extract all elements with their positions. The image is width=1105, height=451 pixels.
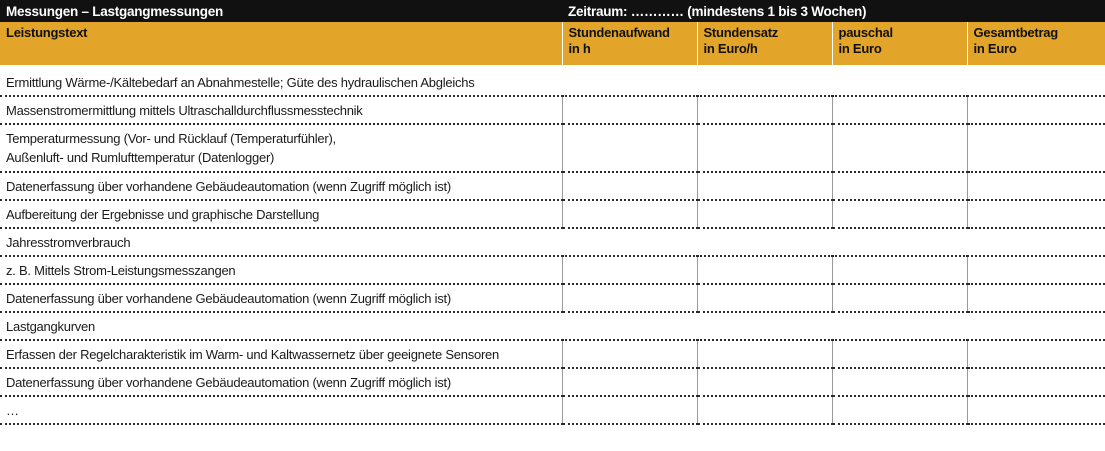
row-text: z. B. Mittels Strom-Leistungsmesszangen — [0, 256, 562, 284]
satz-cell[interactable] — [697, 396, 832, 424]
table-row — [0, 228, 1105, 256]
pauschal-cell[interactable] — [832, 368, 967, 396]
pauschal-cell[interactable] — [832, 256, 967, 284]
table-row — [0, 96, 1105, 124]
satz-cell[interactable] — [697, 340, 832, 368]
gesamt-cell[interactable] — [967, 368, 1105, 396]
row-text-line1: Temperaturmessung (Vor- und Rücklauf (Temperaturfühler), — [6, 131, 336, 146]
pauschal-cell[interactable] — [832, 396, 967, 424]
row-text: Datenerfassung über vorhandene Gebäudeautomation (wenn Zugriff möglich ist) — [0, 172, 562, 200]
stunden-cell[interactable] — [562, 124, 697, 172]
satz-cell[interactable] — [697, 96, 832, 124]
row-text: … — [0, 396, 562, 424]
row-text: Datenerfassung über vorhandene Gebäudeautomation (wenn Zugriff möglich ist) — [0, 284, 562, 312]
column-header-stundensatz — [697, 22, 832, 65]
header-pauschal-line2: in Euro — [838, 41, 882, 56]
stunden-cell[interactable] — [562, 340, 697, 368]
satz-cell[interactable] — [697, 172, 832, 200]
stunden-cell[interactable] — [562, 256, 697, 284]
stunden-cell[interactable] — [562, 284, 697, 312]
column-header-row — [0, 22, 1105, 65]
table-row — [0, 200, 1105, 228]
header-stunden-line1: Stundenaufwand — [568, 25, 670, 40]
row-text: Massenstromermittlung mittels Ultraschalldurchflussmesstechnik — [0, 96, 562, 124]
pauschal-cell[interactable] — [832, 340, 967, 368]
row-text: Lastgangkurven — [0, 312, 1105, 340]
table-row — [0, 340, 1105, 368]
table-row — [0, 256, 1105, 284]
pauschal-cell[interactable] — [832, 200, 967, 228]
satz-cell[interactable] — [697, 124, 832, 172]
stunden-cell[interactable] — [562, 368, 697, 396]
row-text: Aufbereitung der Ergebnisse und graphische Darstellung — [0, 200, 562, 228]
header-gesamt-line1: Gesamtbetrag — [973, 25, 1058, 40]
satz-cell[interactable] — [697, 284, 832, 312]
header-satz-line1: Stundensatz — [703, 25, 779, 40]
pauschal-cell[interactable] — [832, 124, 967, 172]
table-row — [0, 172, 1105, 200]
row-text: Jahresstromverbrauch — [0, 228, 1105, 256]
row-text-line2: Außenluft- und Rumlufttemperatur (Datenlogger) — [6, 150, 275, 165]
row-text: Erfassen der Regelcharakteristik im Warm- und Kaltwassernetz über geeignete Sensoren — [0, 340, 562, 368]
pauschal-cell[interactable] — [832, 96, 967, 124]
title-bar — [0, 0, 1105, 22]
satz-cell[interactable] — [697, 256, 832, 284]
table-row — [0, 124, 1105, 172]
pauschal-cell[interactable] — [832, 172, 967, 200]
table-row — [0, 312, 1105, 340]
row-text: Ermittlung Wärme-/Kältebedarf an Abnahmestelle; Güte des hydraulischen Abgleichs — [0, 69, 1105, 96]
header-satz-line2: in Euro/h — [703, 41, 758, 56]
header-gesamt-line2: in Euro — [973, 41, 1017, 56]
gesamt-cell[interactable] — [967, 256, 1105, 284]
gesamt-cell[interactable] — [967, 96, 1105, 124]
gesamt-cell[interactable] — [967, 124, 1105, 172]
table-row — [0, 284, 1105, 312]
column-header-pauschal — [832, 22, 967, 65]
stunden-cell[interactable] — [562, 172, 697, 200]
row-text: Datenerfassung über vorhandene Gebäudeautomation (wenn Zugriff möglich ist) — [0, 368, 562, 396]
table-row — [0, 396, 1105, 424]
satz-cell[interactable] — [697, 200, 832, 228]
header-pauschal-line1: pauschal — [838, 25, 893, 40]
column-header-leistungstext: Leistungstext — [0, 22, 562, 65]
gesamt-cell[interactable] — [967, 396, 1105, 424]
period-label: Zeitraum: ………… (mindestens 1 bis 3 Wochen) — [562, 0, 1105, 22]
stunden-cell[interactable] — [562, 396, 697, 424]
stunden-cell[interactable] — [562, 96, 697, 124]
stunden-cell[interactable] — [562, 200, 697, 228]
gesamt-cell[interactable] — [967, 284, 1105, 312]
column-header-gesamtbetrag — [967, 22, 1105, 65]
column-header-stundenaufwand — [562, 22, 697, 65]
table-title: Messungen – Lastgangmessungen — [0, 0, 562, 22]
gesamt-cell[interactable] — [967, 172, 1105, 200]
satz-cell[interactable] — [697, 368, 832, 396]
gesamt-cell[interactable] — [967, 200, 1105, 228]
table-row — [0, 69, 1105, 96]
table-row — [0, 368, 1105, 396]
gesamt-cell[interactable] — [967, 340, 1105, 368]
row-text — [0, 124, 562, 172]
header-stunden-line2: in h — [568, 41, 591, 56]
pauschal-cell[interactable] — [832, 284, 967, 312]
